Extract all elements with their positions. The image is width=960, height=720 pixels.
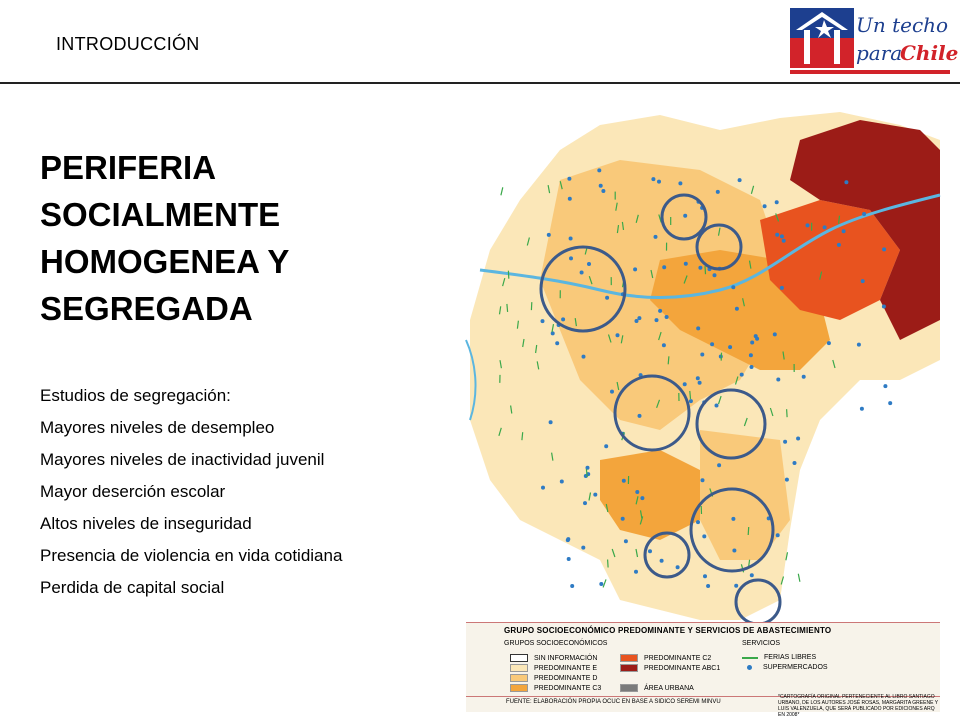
supermarket-marker bbox=[551, 331, 555, 335]
supermarket-marker bbox=[561, 317, 565, 321]
supermarket-marker bbox=[706, 584, 710, 588]
legend-item-supermercados bbox=[742, 664, 828, 671]
supermarket-marker bbox=[728, 345, 732, 349]
supermarket-marker bbox=[567, 177, 571, 181]
supermarket-marker bbox=[883, 384, 887, 388]
map-legend bbox=[466, 622, 940, 718]
section-label: INTRODUCCIÓN bbox=[56, 34, 200, 54]
legend-label: SUPERMERCADOS bbox=[763, 664, 828, 671]
supermarket-marker bbox=[749, 353, 753, 357]
supermarket-marker bbox=[750, 573, 754, 577]
legend-swatch bbox=[510, 654, 528, 662]
supermarket-marker bbox=[806, 223, 810, 227]
supermarket-marker bbox=[622, 479, 626, 483]
supermarket-marker bbox=[700, 353, 704, 357]
supermarket-marker bbox=[796, 437, 800, 441]
feria-libre-marker bbox=[586, 469, 587, 477]
supermarket-marker bbox=[731, 285, 735, 289]
supermarket-marker bbox=[844, 180, 848, 184]
supermarket-marker bbox=[655, 318, 659, 322]
legend-source: FUENTE: ELABORACIÓN PROPIA OCUC EN BASE A SIDICO SEREMI MINVU bbox=[506, 699, 721, 705]
supermarket-marker bbox=[827, 341, 831, 345]
supermarket-marker bbox=[698, 266, 702, 270]
supermarket-marker bbox=[703, 574, 707, 578]
supermarket-marker bbox=[616, 333, 620, 337]
supermarket-marker bbox=[857, 343, 861, 347]
feria-libre-marker bbox=[603, 579, 606, 587]
supermarket-marker bbox=[783, 440, 787, 444]
supermarket-marker bbox=[624, 539, 628, 543]
bullet-item: Mayores niveles de inactividad juvenil bbox=[40, 450, 325, 469]
legend-label: PREDOMINANTE D bbox=[534, 674, 598, 682]
title-line: SOCIALMENTE bbox=[40, 196, 281, 233]
map-canvas bbox=[466, 110, 940, 622]
supermarket-marker bbox=[541, 486, 545, 490]
feria-libre-marker bbox=[507, 304, 508, 312]
legend-label: PREDOMINANTE E bbox=[534, 664, 598, 672]
supermarket-marker bbox=[665, 315, 669, 319]
legend-dot-swatch bbox=[747, 665, 752, 670]
legend-item-predominante-abc1 bbox=[620, 664, 720, 672]
bullet-item: Presencia de violencia en vida cotidiana bbox=[40, 546, 343, 565]
legend-swatch bbox=[620, 654, 638, 662]
feria-libre-marker bbox=[748, 527, 749, 535]
supermarket-marker bbox=[775, 200, 779, 204]
feria-libre-marker bbox=[690, 391, 691, 399]
supermarket-marker bbox=[731, 517, 735, 521]
supermarket-marker bbox=[569, 256, 573, 260]
legend-item-area-urbana bbox=[620, 684, 694, 692]
supermarket-marker bbox=[862, 212, 866, 216]
supermarket-marker bbox=[837, 243, 841, 247]
legend-services-heading: SERVICIOS bbox=[742, 640, 780, 647]
supermarket-marker bbox=[601, 189, 605, 193]
header-divider bbox=[0, 82, 960, 84]
supermarket-marker bbox=[582, 355, 586, 359]
supermarket-marker bbox=[599, 184, 603, 188]
supermarket-marker bbox=[683, 382, 687, 386]
legend-label: PREDOMINANTE C2 bbox=[644, 654, 712, 662]
supermarket-marker bbox=[717, 463, 721, 467]
legend-item-predominante-e bbox=[510, 664, 597, 672]
legend-swatch bbox=[620, 684, 638, 692]
supermarket-marker bbox=[555, 341, 559, 345]
feria-libre-marker bbox=[522, 432, 523, 440]
feria-libre-marker bbox=[705, 266, 706, 274]
supermarket-marker bbox=[662, 343, 666, 347]
svg-text:Un techo: Un techo bbox=[856, 13, 949, 37]
supermarket-marker bbox=[782, 239, 786, 243]
supermarket-marker bbox=[823, 225, 827, 229]
supermarket-marker bbox=[662, 265, 666, 269]
supermarket-marker bbox=[605, 296, 609, 300]
supermarket-marker bbox=[715, 404, 719, 408]
legend-item-predominante-d bbox=[510, 674, 597, 682]
title-line: HOMOGENEA Y bbox=[40, 243, 290, 280]
bullet-item: Altos niveles de inseguridad bbox=[40, 514, 252, 533]
legend-swatch bbox=[620, 664, 638, 672]
legend-label: PREDOMINANTE ABC1 bbox=[644, 664, 721, 672]
svg-text:para: para bbox=[856, 41, 903, 65]
legend-title: GRUPO SOCIOECONÓMICO PREDOMINANTE Y SERVICIOS DE ABASTECIMIENTO bbox=[504, 626, 832, 635]
bullet-item: Estudios de segregación: bbox=[40, 386, 231, 405]
legend-item-ferias-libres bbox=[742, 654, 816, 661]
supermarket-marker bbox=[637, 316, 641, 320]
legend-item-sin-informacion bbox=[510, 654, 597, 662]
supermarket-marker bbox=[678, 181, 682, 185]
supermarket-marker bbox=[597, 168, 601, 172]
supermarket-marker bbox=[567, 557, 571, 561]
bullet-item: Perdida de capital social bbox=[40, 578, 225, 597]
supermarket-marker bbox=[541, 319, 545, 323]
supermarket-marker bbox=[593, 493, 597, 497]
supermarket-marker bbox=[702, 534, 706, 538]
supermarket-marker bbox=[696, 520, 700, 524]
supermarket-marker bbox=[634, 570, 638, 574]
legend-credit: *CARTOGRAFÍA ORIGINAL PERTENECIENTE AL LIBRO SANTIAGO URBANO, DE LOS AUTORES JOSÉ ROSAS, MARGARITA GREENE Y LUIS VALENZUELA, QUE SERÁ PUBLICADO POR EDICIONES ARQ EN 2008* bbox=[778, 694, 938, 718]
supermarket-marker bbox=[651, 177, 655, 181]
supermarket-marker bbox=[684, 262, 688, 266]
supermarket-marker bbox=[888, 401, 892, 405]
feria-libre-marker bbox=[668, 356, 669, 364]
supermarket-marker bbox=[696, 376, 700, 380]
supermarket-marker bbox=[750, 365, 754, 369]
supermarket-marker bbox=[785, 478, 789, 482]
supermarket-marker bbox=[657, 180, 661, 184]
supermarket-marker bbox=[660, 559, 664, 563]
svg-text:Chile: Chile bbox=[900, 41, 959, 65]
supermarket-marker bbox=[780, 234, 784, 238]
supermarket-marker bbox=[713, 273, 717, 277]
legend-item-predominante-c2 bbox=[620, 654, 711, 662]
feria-libre-marker bbox=[798, 574, 800, 582]
supermarket-marker bbox=[842, 229, 846, 233]
supermarket-marker bbox=[698, 381, 702, 385]
supermarket-marker bbox=[763, 204, 767, 208]
feria-libre-marker bbox=[501, 187, 503, 195]
supermarket-marker bbox=[570, 584, 574, 588]
supermarket-marker bbox=[599, 582, 603, 586]
supermarket-marker bbox=[604, 444, 608, 448]
supermarket-marker bbox=[776, 533, 780, 537]
supermarket-marker bbox=[580, 271, 584, 275]
supermarket-marker bbox=[775, 233, 779, 237]
supermarket-marker bbox=[689, 399, 693, 403]
legend-swatch bbox=[510, 664, 528, 672]
bullet-list bbox=[40, 380, 460, 604]
un-techo-para-chile-logo bbox=[790, 8, 959, 74]
supermarket-marker bbox=[861, 279, 865, 283]
supermarket-marker bbox=[635, 490, 639, 494]
supermarket-marker bbox=[776, 378, 780, 382]
supermarket-marker bbox=[696, 326, 700, 330]
supermarket-marker bbox=[569, 237, 573, 241]
slide-title bbox=[40, 144, 440, 332]
bullet-item: Mayor deserción escolar bbox=[40, 482, 226, 501]
supermarket-marker bbox=[882, 247, 886, 251]
legend-label: ÁREA URBANA bbox=[644, 684, 694, 692]
title-line: SEGREGADA bbox=[40, 290, 253, 327]
supermarket-marker bbox=[701, 478, 705, 482]
supermarket-marker bbox=[549, 420, 553, 424]
supermarket-marker bbox=[793, 461, 797, 465]
supermarket-marker bbox=[581, 546, 585, 550]
supermarket-marker bbox=[738, 178, 742, 182]
legend-swatch bbox=[510, 684, 528, 692]
legend-label: FERIAS LIBRES bbox=[764, 654, 817, 661]
legend-top-rule bbox=[466, 622, 940, 623]
supermarket-marker bbox=[860, 407, 864, 411]
supermarket-marker bbox=[568, 197, 572, 201]
supermarket-marker bbox=[802, 375, 806, 379]
feria-libre-marker bbox=[787, 409, 788, 417]
supermarket-marker bbox=[547, 233, 551, 237]
supermarket-marker bbox=[683, 214, 687, 218]
supermarket-marker bbox=[633, 267, 637, 271]
supermarket-marker bbox=[610, 390, 614, 394]
legend-item-predominante-c3 bbox=[510, 684, 601, 692]
supermarket-marker bbox=[750, 341, 754, 345]
supermarket-marker bbox=[716, 190, 720, 194]
supermarket-marker bbox=[735, 307, 739, 311]
supermarket-marker bbox=[638, 414, 642, 418]
supermarket-marker bbox=[648, 549, 652, 553]
supermarket-marker bbox=[740, 373, 744, 377]
legend-groups-heading: GRUPOS SOCIOECONÓMICOS bbox=[504, 640, 608, 647]
supermarket-marker bbox=[658, 309, 662, 313]
supermarket-marker bbox=[566, 538, 570, 542]
title-line: PERIFERIA bbox=[40, 149, 217, 186]
supermarket-marker bbox=[734, 584, 738, 588]
supermarket-marker bbox=[654, 235, 658, 239]
supermarket-marker bbox=[676, 565, 680, 569]
supermarket-marker bbox=[560, 480, 564, 484]
supermarket-marker bbox=[635, 319, 639, 323]
bullet-item: Mayores niveles de desempleo bbox=[40, 418, 275, 437]
supermarket-marker bbox=[640, 496, 644, 500]
supermarket-marker bbox=[754, 334, 758, 338]
supermarket-marker bbox=[621, 517, 625, 521]
feria-libre-marker bbox=[608, 560, 609, 568]
legend-label: PREDOMINANTE C3 bbox=[534, 684, 602, 692]
supermarket-marker bbox=[583, 501, 587, 505]
supermarket-marker bbox=[780, 286, 784, 290]
legend-label: SIN INFORMACIÓN bbox=[534, 654, 598, 662]
supermarket-marker bbox=[587, 262, 591, 266]
supermarket-marker bbox=[773, 332, 777, 336]
legend-line-swatch bbox=[742, 657, 758, 659]
supermarket-marker bbox=[710, 342, 714, 346]
supermarket-marker bbox=[732, 549, 736, 553]
legend-swatch bbox=[510, 674, 528, 682]
supermarket-marker bbox=[882, 305, 886, 309]
